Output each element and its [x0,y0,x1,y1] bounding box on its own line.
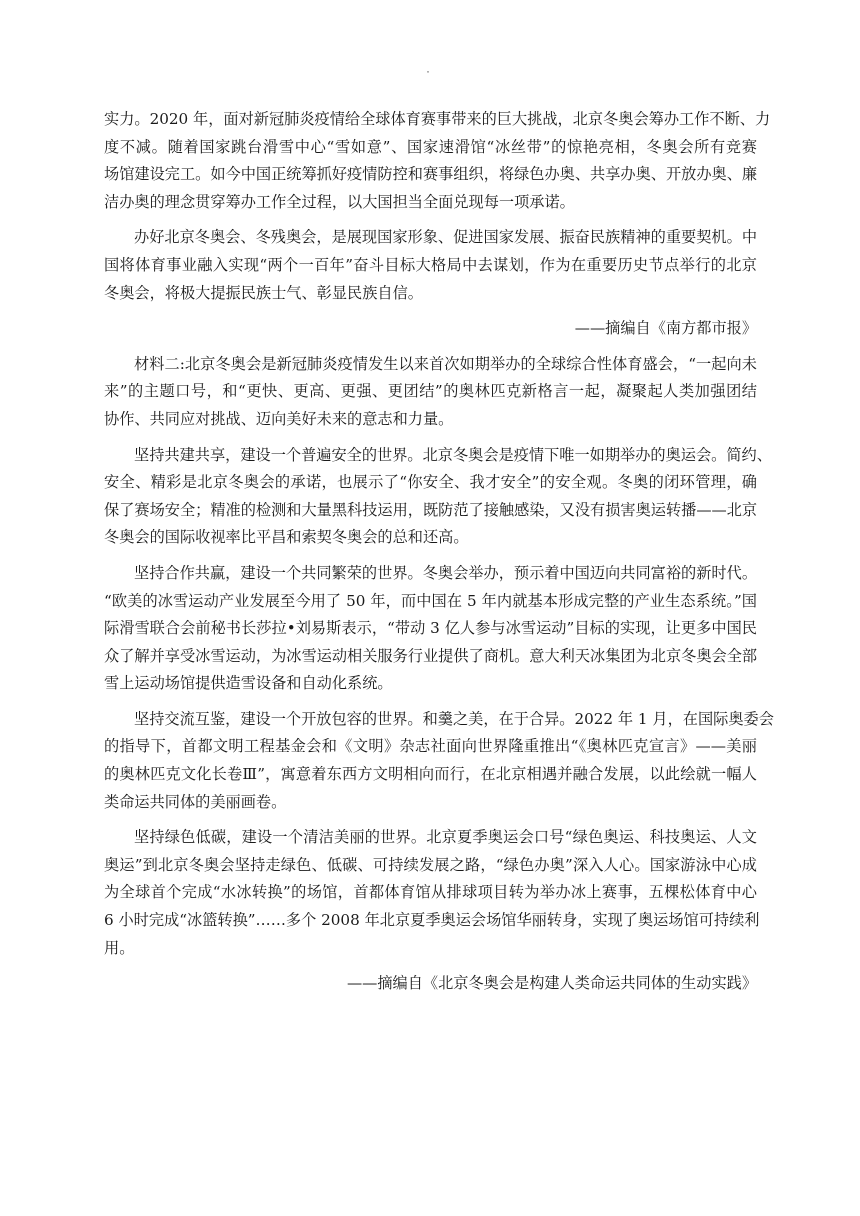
text-line: 类命运共同体的美丽画卷。 [104,792,287,811]
text-line: 坚持绿色低碳，建设一个清洁美丽的世界。北京夏季奥运会口号“绿色奥运、科技奥运、人文 [134,828,757,847]
text-line: 洁办奥的理念贯穿筹办工作全过程，以大国担当全面兑现每一项承诺。 [104,192,575,211]
text-line: 6 小时完成“冰篮转换”……多个 2008 年北京夏季奥运会场馆华丽转身，实现了奥运场馆可持续利 [104,911,760,930]
text-line: 坚持共建共享，建设一个普遍安全的世界。北京冬奥会是疫情下唯一如期举办的奥运会。简约、 [134,445,772,464]
text-line: 协作、共同应对挑战、迈向美好未来的意志和力量。 [104,409,454,428]
text-line: 材料二:北京冬奥会是新冠肺炎疫情发生以来首次如期举办的全球综合性体育盛会，“一起向未 [134,354,757,373]
text-line: 度不减。随着国家跳台滑雪中心“雪如意”、国家速滑馆“冰丝带”的惊艳亮相，冬奥会所有竞赛 [104,137,757,156]
document-body [104,106,774,998]
text-line: 奥运”到北京冬奥会坚持走绿色、低碳、可持续发展之路，“绿色办奥”深入人心。国家游泳中心成 [104,855,757,874]
text-line: 众了解并享受冰雪运动，为冰雪运动相关服务行业提供了商机。意大利天冰集团为北京冬奥会全部 [104,646,758,665]
text-line: 用。 [104,938,135,957]
text-line: 的奥林匹克文化长卷Ⅲ”，寓意着东西方文明相向而行，在北京相遇并融合发展，以此绘就一幅人 [104,765,757,784]
paragraph-green [104,824,760,962]
source-citation: ——摘编自《南方都市报》 [574,319,757,338]
text-line: “欧美的冰雪运动产业发展至今用了 50 年，而中国在 5 年内就基本形成完整的产业生态系统。”国 [104,591,757,610]
text-line: 场馆建设完工。如今中国正统筹抓好疫情防控和赛事组织，将绿色办奥、共享办奥、开放办奥、廉 [104,165,758,184]
paragraph-shared-safety [104,442,772,552]
text-line: 际滑雪联合会前秘书长莎拉•刘易斯表示，“带动 3 亿人参与冰雪运动”目标的实现，让更多中国民 [104,619,757,638]
text-line: 坚持合作共赢，建设一个共同繁荣的世界。冬奥会举办，预示着中国迈向共同富裕的新时代。 [134,563,757,582]
text-line: 冬奥会，将极大提振民族士气、彰显民族自信。 [104,283,423,302]
paragraph-cooperation [104,560,757,698]
header-dot: · [426,64,430,78]
source-citation: ——摘编自《北京冬奥会是构建人类命运共同体的生动实践》 [346,974,757,993]
text-line: 办好北京冬奥会、冬残奥会，是展现国家形象、促进国家发展、振奋民族精神的重要契机。中 [134,228,757,247]
text-line: 实力。2020 年，面对新冠肺炎疫情给全球体育赛事带来的巨大挑战，北京冬奥会筹办工作不断、力 [104,110,771,128]
paragraph-exchange [104,706,774,816]
text-line: 坚持交流互鉴，建设一个开放包容的世界。和羹之美，在于合异。2022 年 1 月，在国际奥委会 [134,709,774,728]
paragraph-1 [104,106,771,216]
text-line: 国将体育事业融入实现“两个一百年”奋斗目标大格局中去谋划，作为在重要历史节点举行的北京 [104,255,757,274]
text-line: 安全、精彩是北京冬奥会的承诺，也展示了“你安全、我才安全”的安全观。冬奥的闭环管理，确 [104,473,757,492]
text-line: 雪上运动场馆提供造雪设备和自动化系统。 [104,674,393,693]
text-line: 保了赛场安全；精准的检测和大量黑科技运用，既防范了接触感染，又没有损害奥运转播——北京 [104,500,758,519]
text-line: 的指导下，首都文明工程基金会和《文明》杂志社面向世界隆重推出“《奥林匹克宣言》——美丽 [104,737,757,756]
text-line: 冬奥会的国际收视率比平昌和索契冬奥会的总和还高。 [104,528,469,547]
paragraph-2 [104,224,757,307]
text-line: 为全球首个完成“水冰转换”的场馆，首都体育馆从排球项目转为举办冰上赛事，五棵松体育中心 [104,883,757,902]
text-line: 来”的主题口号，和“更快、更高、更强、更团结”的奥林匹克新格言一起，凝聚起人类加强团结 [104,382,757,401]
paragraph-material-2 [104,351,757,434]
